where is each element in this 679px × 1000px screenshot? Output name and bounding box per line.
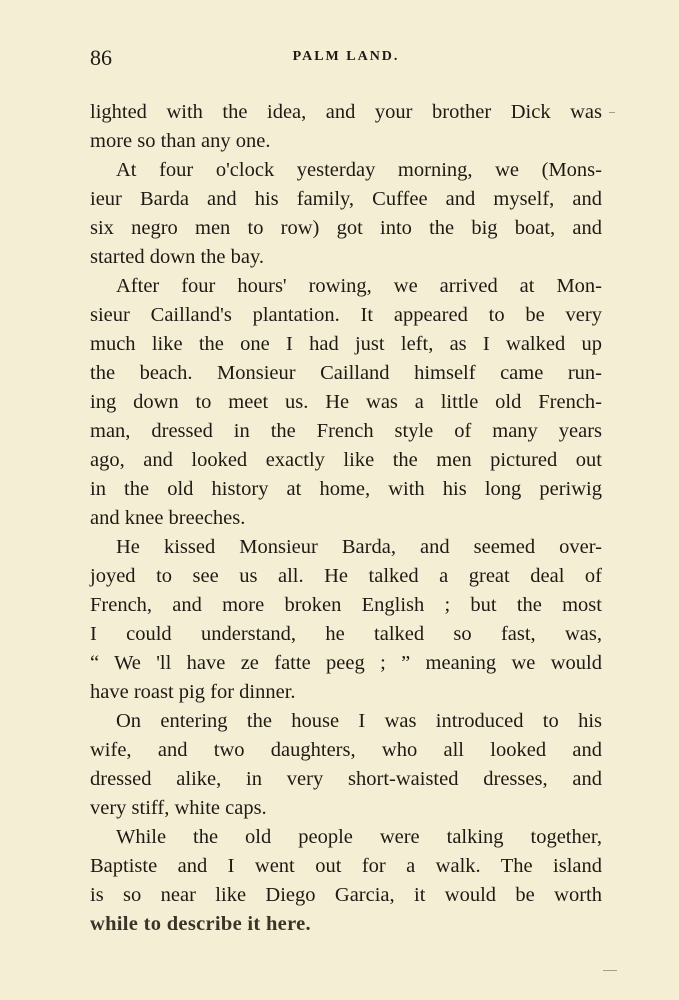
text-line: have roast pig for dinner. (90, 681, 296, 703)
text-line: wife, and two daughters, who all looked and (90, 739, 602, 761)
text-line: French, and more broken English ; but the most (90, 594, 602, 616)
running-title: PALM LAND. (292, 49, 400, 64)
body-text (90, 98, 602, 939)
text-line: I could understand, he talked so fast, was, (90, 623, 602, 645)
text-line: dressed alike, in very short-waisted dresses, and (90, 768, 602, 790)
text-line: ing down to meet us. He was a little old French- (90, 391, 602, 413)
margin-mark (603, 970, 617, 971)
running-head (90, 45, 602, 75)
margin-mark (609, 112, 615, 113)
text-line: At four o'clock yesterday morning, we (Mons- (116, 159, 602, 181)
text-line: very stiff, white caps. (90, 797, 267, 819)
page-number: 86 (90, 45, 112, 70)
text-line: Baptiste and I went out for a walk. The island (90, 855, 602, 877)
text-line: ieur Barda and his family, Cuffee and myself, and (90, 188, 602, 210)
text-line: sieur Cailland's plantation. It appeared to be very (90, 304, 602, 326)
text-line: man, dressed in the French style of many years (90, 420, 602, 442)
text-line: much like the one I had just left, as I walked up (90, 333, 602, 355)
text-line: in the old history at home, with his long periwig (90, 478, 602, 500)
text-line: After four hours' rowing, we arrived at Mon- (116, 275, 602, 297)
text-line: joyed to see us all. He talked a great deal of (90, 565, 602, 587)
text-line: while to describe it here. (90, 913, 311, 935)
text-line: started down the bay. (90, 246, 265, 268)
text-line: the beach. Monsieur Cailland himself came run- (90, 362, 602, 384)
text-line: lighted with the idea, and your brother Dick was (90, 101, 602, 123)
text-line: ago, and looked exactly like the men pictured out (90, 449, 602, 471)
text-line: and knee breeches. (90, 507, 246, 529)
text-line: “ We 'll have ze fatte peeg ; ” meaning we would (90, 652, 602, 674)
text-line: He kissed Monsieur Barda, and seemed over- (116, 536, 602, 558)
text-line: six negro men to row) got into the big boat, and (90, 217, 602, 239)
text-line: is so near like Diego Garcia, it would be worth (90, 884, 602, 906)
text-line: more so than any one. (90, 130, 271, 152)
text-line: While the old people were talking together, (116, 826, 602, 848)
text-line: On entering the house I was introduced to his (116, 710, 602, 732)
